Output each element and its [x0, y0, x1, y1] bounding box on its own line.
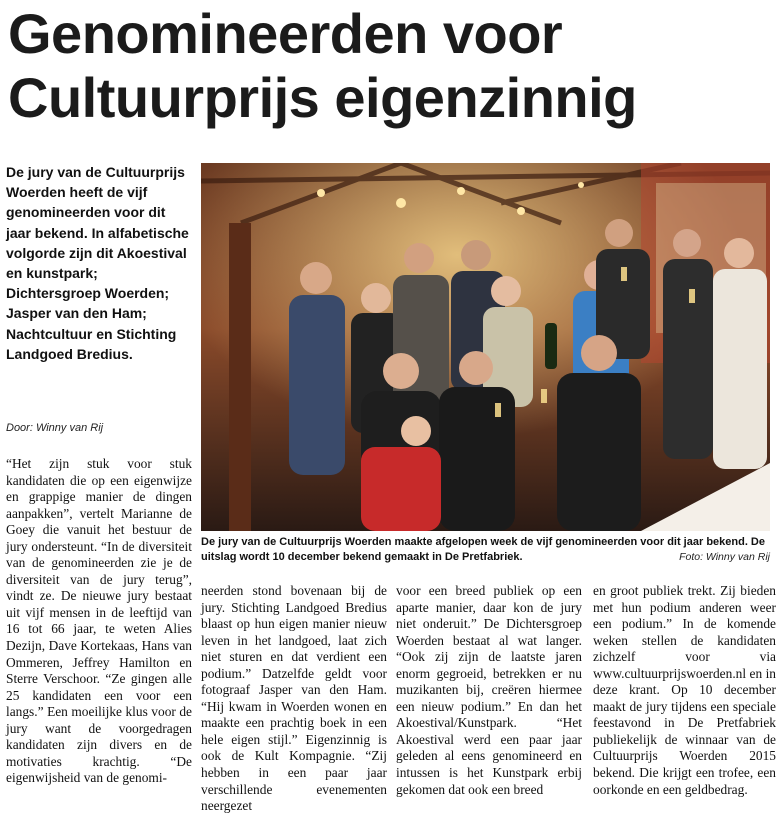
photo-caption-text: De jury van de Cultuurprijs Woerden maakte afgelopen week de vijf genomineerden voor dit jaar bekend. De uitslag wordt 10 december bekend gemaakt in De Pretfabriek.: [201, 536, 765, 563]
article-column-4: en groot publiek trekt. Zij bieden met hun podium anderen weer een podium.” In de komende weken stellen de kandidaten zichzelf voor via www.cultuurprijswoerden.nl en in deze krant. Op 10 december maakt de jury tijdens een speciale feestavond in De Pretfabriek publiekelijk de winnaar van de Cultuurprijs Woerden 2015 bekend. Die krijgt een trofee, een oorkonde en een geldbedrag.: [593, 583, 776, 797]
article-column-1: “Het zijn stuk voor stuk kandidaten die op een eigenwijze en grappige manier de dingen aanpakken”, vertelt Marianne de Goey die vanuit het bestuur de jury ondersteunt. “In de diversiteit van de genomineerden zie je de diversiteit van de jury terug”, vindt ze. De nieuwe jury bestaat uit vijf mensen in de leeftijd van 16 tot 66 jaar, te weten Alies Dezijn, Dave Kortekaas, Hans van Ommeren, Jeffrey Hamilton en Sterre Verschoor. “Ze gingen alle 25 kandidaten een voor een langs.” Een moeilijke klus voor de jury want de voorgedragen kandidaten zijn divers en de motivaties krachtig. “De eigenwijsheid van de genomi-: [6, 456, 192, 786]
headline-line-2: Cultuurprijs eigenzinnig: [8, 66, 637, 129]
article-column-2: neerden stond bovenaan bij de jury. Stichting Landgoed Bredius blaast op hun eigen manier nieuw leven in het landgoed, laat zich niet sturen en dat verdient een podium.” Datzelfde geldt voor fotograaf Jasper van den Ham. “Hij kwam in Woerden wonen en maakte een prachtig boek in een hele eigen stijl.” Eigenzinnig is ook de Kult Kompagnie. “Zij hebben in een paar jaar verschillende evenementen neergezet: [201, 583, 387, 814]
byline: Door: Winny van Rij: [6, 422, 104, 434]
headline: [8, 2, 778, 130]
article-column-3: voor een breed publiek op een aparte manier, daar kon de jury niet onderuit.” De Dichtersgroep Woerden bestaat al wat langer. “Ook zij zijn de laatste jaren enorm gegroeid, betrekken er nu muzikanten bij, creëren hiermee een nieuw podium.” En dan het Akoestival/Kunstpark. “Het Akoestival werd een paar jaar geleden al eens genomineerd en intussen is het Kunstpark erbij gekomen dat ook een breed: [396, 583, 582, 797]
photo-credit: Foto: Winny van Rij: [679, 551, 770, 563]
article-photo: [201, 163, 770, 531]
headline-line-1: Genomineerden voor: [8, 2, 563, 65]
intro-text: De jury van de Cultuurprijs Woerden heeft de vijf genomineerden voor dit jaar bekend. In alfabetische volgorde zijn dit Akoestival en kunstpark; Dichtersgroep Woerden; Jasper van den Ham; Nachtcultuur en Stichting Landgoed Bredius.: [6, 164, 189, 362]
